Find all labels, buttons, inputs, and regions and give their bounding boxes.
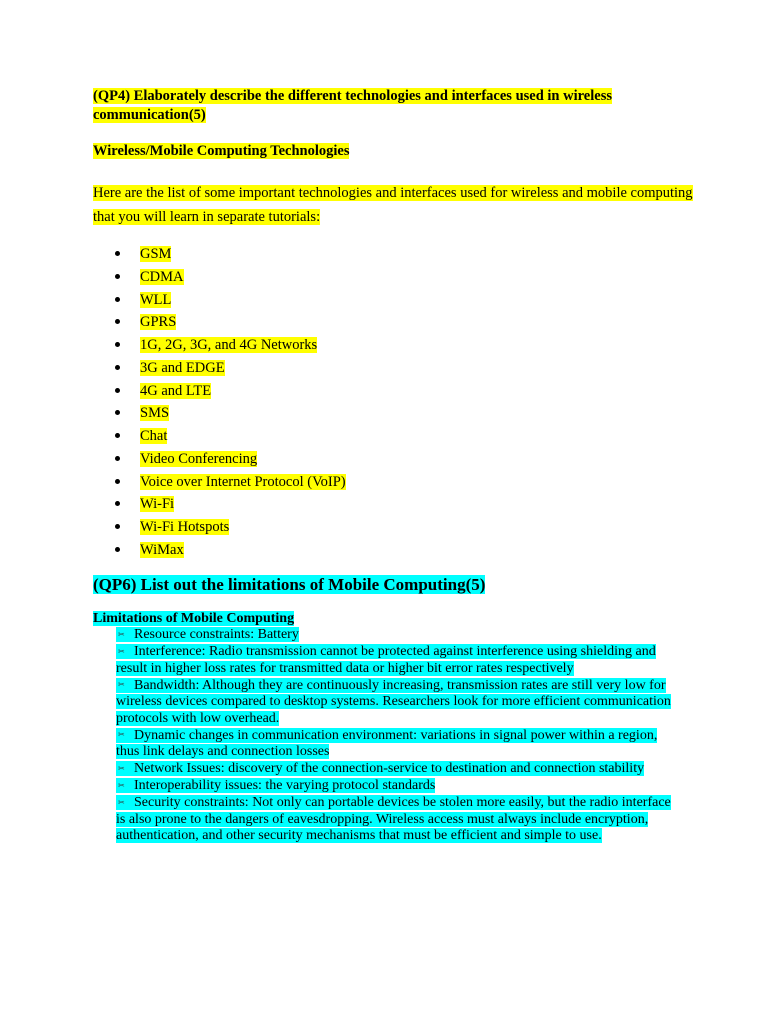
list-item-text: Wi-Fi <box>140 496 175 513</box>
bullet-icon <box>115 274 120 279</box>
list-item-text: GPRS <box>140 314 177 331</box>
limitation-text: Network Issues: discovery of the connection-service to destination and connection stability <box>134 761 645 777</box>
bullet-icon <box>115 388 120 393</box>
technology-list <box>115 244 346 563</box>
qp4-question-text: (QP4) Elaborately describe the different technologies and interfaces used in wireless communication(5) <box>93 88 612 123</box>
qp6-heading-text: Limitations of Mobile Computing <box>93 611 295 626</box>
list-item <box>115 244 346 267</box>
qp4-question <box>93 87 693 125</box>
bullet-icon <box>115 319 120 324</box>
qp4-heading <box>93 142 349 161</box>
limitation-item <box>116 795 676 845</box>
qp4-heading-text: Wireless/Mobile Computing Technologies <box>93 143 350 159</box>
bullet-icon <box>115 342 120 347</box>
bullet-icon <box>115 433 120 438</box>
limitations-list <box>116 627 676 845</box>
bullet-icon <box>115 501 120 506</box>
list-item <box>115 472 346 495</box>
qp6-question-text: (QP6) List out the limitations of Mobile Computing(5) <box>93 575 486 594</box>
scissors-bullet-icon: ✂ <box>118 630 125 639</box>
list-item <box>115 312 346 335</box>
scissors-bullet-icon: ✂ <box>118 763 125 773</box>
list-item <box>115 426 346 449</box>
limitation-item <box>116 727 676 760</box>
bullet-icon <box>115 410 120 415</box>
scissors-bullet-icon: ✂ <box>118 797 125 807</box>
list-item-text: Chat <box>140 428 168 444</box>
qp6-heading <box>93 610 294 628</box>
bullet-icon <box>115 365 120 370</box>
list-item <box>115 449 346 472</box>
limitation-item <box>116 644 676 677</box>
limitation-text: Bandwidth: Although they are continuously increasing, transmission rates are still very low for wireless devices compared to desktop systems. Researchers look for more efficient communication protocols with low overhead. <box>116 677 671 726</box>
limitation-text: Resource constraints: Battery <box>134 627 299 643</box>
limitation-item <box>116 677 676 727</box>
scissors-bullet-icon: ✂ <box>118 780 125 790</box>
qp4-intro <box>93 181 693 229</box>
list-item <box>115 267 346 290</box>
list-item-text: Wi-Fi Hotspots <box>140 519 230 535</box>
scissors-bullet-icon: ✂ <box>118 646 125 656</box>
list-item-text: GSM <box>140 246 172 262</box>
list-item <box>115 381 346 404</box>
bullet-icon <box>115 547 120 552</box>
list-item-text: Voice over Internet Protocol (VoIP) <box>140 473 346 490</box>
list-item <box>115 403 346 426</box>
list-item <box>115 494 346 517</box>
list-item-text: 4G and LTE <box>140 382 212 399</box>
bullet-icon <box>115 479 120 484</box>
scissors-bullet-icon: ✂ <box>118 680 125 690</box>
list-item-text: Video Conferencing <box>140 450 258 467</box>
limitation-text: Dynamic changes in communication environment: variations in signal power within a region, thus link delays and connection losses <box>116 727 658 760</box>
scissors-bullet-icon: ✂ <box>118 730 125 740</box>
limitation-text: Security constraints: Not only can portable devices be stolen more easily, but the radio interface is also prone to the dangers of eavesdropping. Wireless access must always include encryption, authentication, and other security mechanisms that must be efficient and simple to use. <box>116 795 671 844</box>
list-item-text: 1G, 2G, 3G, and 4G Networks <box>140 337 318 353</box>
list-item-text: 3G and EDGE <box>140 359 225 376</box>
list-item-text: CDMA <box>140 268 184 285</box>
limitation-text: Interoperability issues: the varying protocol standards <box>134 778 436 794</box>
bullet-icon <box>115 251 120 256</box>
limitation-text: Interference: Radio transmission cannot be protected against interference using shielding and result in higher loss rates for transmitted data or higher bit error rates respectively <box>116 644 656 676</box>
list-item <box>115 290 346 313</box>
list-item-text: WLL <box>140 291 172 308</box>
qp6-question <box>93 574 485 596</box>
bullet-icon <box>115 456 120 461</box>
list-item-text: SMS <box>140 405 170 422</box>
limitation-item <box>116 778 676 795</box>
list-item <box>115 540 346 563</box>
list-item <box>115 358 346 381</box>
list-item-text: WiMax <box>140 541 184 558</box>
limitation-item <box>116 761 676 778</box>
bullet-icon <box>115 297 120 302</box>
bullet-icon <box>115 524 120 529</box>
limitation-item <box>116 627 676 644</box>
list-item <box>115 517 346 540</box>
list-item <box>115 335 346 358</box>
qp4-intro-text: Here are the list of some important technologies and interfaces used for wireless and mobile computing that you will learn in separate tutorials: <box>93 185 693 225</box>
